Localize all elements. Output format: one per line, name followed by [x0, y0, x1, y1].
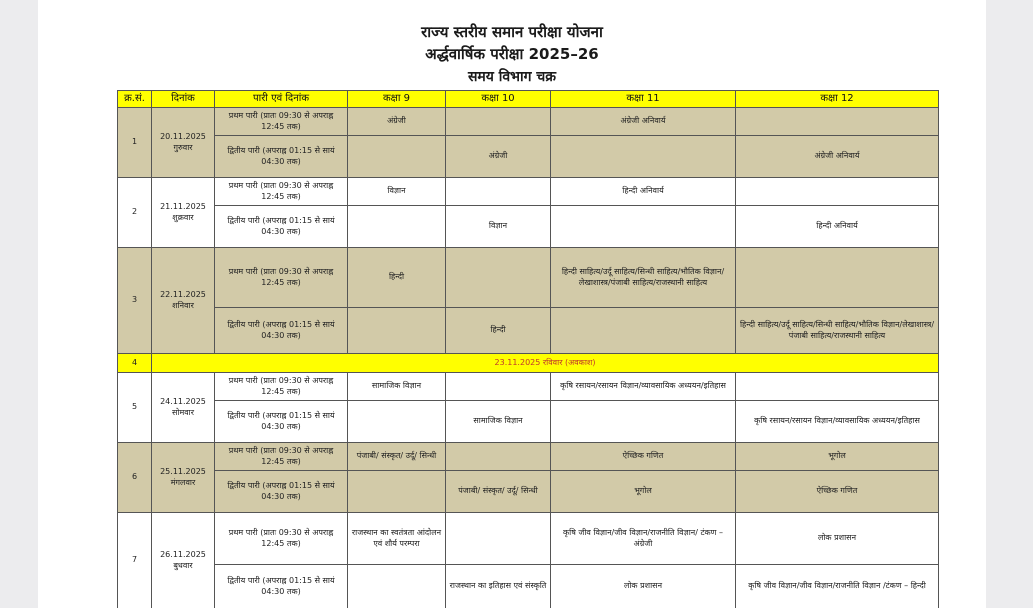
subject-cell: अंग्रेजी अनिवार्य: [551, 108, 736, 136]
shift-cell: प्रथम पारी (प्रातः 09:30 से अपराह्न 12:45 तक): [215, 248, 348, 308]
shift-cell: द्वितीय पारी (अपराह्न 01:15 से सायं 04:30 तक): [215, 471, 348, 513]
date-text: 25.11.2025: [160, 466, 206, 476]
shift-cell: प्रथम पारी (प्रातः 09:30 से अपराह्न 12:45 तक): [215, 373, 348, 401]
table-row: [118, 401, 939, 443]
date-text: 20.11.2025: [160, 131, 206, 141]
serial-cell: 6: [118, 443, 152, 513]
subject-cell: हिन्दी साहित्य/उर्दू साहित्य/सिन्धी साहित्य/भौतिक विज्ञान/लेखाशास्त्र/पंजाबी साहित्य/राजस्थानी साहित्य: [736, 308, 939, 354]
table-row: [118, 373, 939, 401]
subject-cell: [551, 401, 736, 443]
subject-cell: हिन्दी अनिवार्य: [736, 206, 939, 248]
shift-cell: प्रथम पारी (प्रातः 09:30 से अपराह्न 12:45 तक): [215, 513, 348, 565]
subject-cell: भूगोल: [551, 471, 736, 513]
subject-cell: [348, 401, 446, 443]
table-row: [118, 471, 939, 513]
subject-cell: विज्ञान: [348, 178, 446, 206]
date-cell: [152, 248, 215, 354]
serial-cell: 1: [118, 108, 152, 178]
table-row: [118, 206, 939, 248]
shift-cell: द्वितीय पारी (अपराह्न 01:15 से सायं 04:30 तक): [215, 565, 348, 608]
subject-cell: [551, 308, 736, 354]
subject-cell: लोक प्रशासन: [551, 565, 736, 608]
subject-cell: विज्ञान: [446, 206, 551, 248]
date-cell: [152, 443, 215, 513]
header-row: [118, 91, 939, 108]
weekday-text: गुरुवार: [173, 142, 193, 152]
subject-cell: हिन्दी अनिवार्य: [551, 178, 736, 206]
subject-cell: [348, 471, 446, 513]
table-row: [118, 136, 939, 178]
subject-cell: अंग्रेजी: [348, 108, 446, 136]
subject-cell: [551, 136, 736, 178]
subject-cell: [446, 108, 551, 136]
shift-cell: प्रथम पारी (प्रातः 09:30 से अपराह्न 12:45 तक): [215, 443, 348, 471]
subject-cell: कृषि रसायन/रसायन विज्ञान/व्यावसायिक अध्ययन/इतिहास: [736, 401, 939, 443]
subject-cell: राजस्थान का स्वतंत्रता आंदोलन एवं शौर्य परम्परा: [348, 513, 446, 565]
weekday-text: शनिवार: [172, 300, 194, 310]
shift-cell: द्वितीय पारी (अपराह्न 01:15 से सायं 04:30 तक): [215, 308, 348, 354]
subject-cell: लोक प्रशासन: [736, 513, 939, 565]
scheme-title: राज्य स्तरीय समान परीक्षा योजना: [421, 23, 603, 41]
table-row: [118, 108, 939, 136]
serial-cell: 7: [118, 513, 152, 608]
subject-cell: कृषि जीव विज्ञान/जीव विज्ञान/राजनीति विज्ञान/ टंकण – अंग्रेजी: [551, 513, 736, 565]
col-header-shift: पारी एवं दिनांक: [215, 91, 348, 108]
subject-cell: हिन्दी: [446, 308, 551, 354]
timetable: [117, 90, 939, 608]
date-cell: [152, 373, 215, 443]
subject-cell: [551, 206, 736, 248]
weekday-text: सोमवार: [171, 407, 195, 417]
col-header-class12: कक्षा 12: [736, 91, 939, 108]
holiday-text: 23.11.2025 रविवार (अवकाश): [152, 354, 939, 373]
subject-cell: [736, 248, 939, 308]
weekday-text: मंगलवार: [170, 477, 196, 487]
document-page: [38, 0, 986, 608]
date-text: 24.11.2025: [160, 396, 206, 406]
subject-cell: अंग्रेजी अनिवार्य: [736, 136, 939, 178]
subject-cell: भूगोल: [736, 443, 939, 471]
weekday-text: बुधवार: [173, 560, 193, 570]
subject-cell: [348, 308, 446, 354]
subject-cell: [736, 108, 939, 136]
serial-cell: 3: [118, 248, 152, 354]
subject-cell: [446, 248, 551, 308]
subject-cell: कृषि रसायन/रसायन विज्ञान/व्यावसायिक अध्ययन/इतिहास: [551, 373, 736, 401]
shift-cell: प्रथम पारी (प्रातः 09:30 से अपराह्न 12:45 तक): [215, 178, 348, 206]
subject-cell: [348, 206, 446, 248]
subject-cell: ऐच्छिक गणित: [551, 443, 736, 471]
subject-cell: [446, 513, 551, 565]
col-header-class11: कक्षा 11: [551, 91, 736, 108]
date-cell: [152, 513, 215, 608]
serial-cell: 4: [118, 354, 152, 373]
weekday-text: शुक्रवार: [172, 212, 194, 222]
date-text: 22.11.2025: [160, 289, 206, 299]
subject-cell: राजस्थान का इतिहास एवं संस्कृति: [446, 565, 551, 608]
holiday-row: [118, 354, 939, 373]
subject-cell: कृषि जीव विज्ञान/जीव विज्ञान/राजनीति विज्ञान /टंकण – हिन्दी: [736, 565, 939, 608]
date-text: 26.11.2025: [160, 549, 206, 559]
serial-cell: 2: [118, 178, 152, 248]
table-row: [118, 443, 939, 471]
shift-cell: द्वितीय पारी (अपराह्न 01:15 से सायं 04:30 तक): [215, 401, 348, 443]
col-header-class10: कक्षा 10: [446, 91, 551, 108]
subject-cell: [736, 178, 939, 206]
subject-cell: [446, 178, 551, 206]
col-header-sr: क्र.सं.: [118, 91, 152, 108]
col-header-class9: कक्षा 9: [348, 91, 446, 108]
table-row: [118, 513, 939, 565]
table-row: [118, 178, 939, 206]
shift-cell: द्वितीय पारी (अपराह्न 01:15 से सायं 04:30 तक): [215, 136, 348, 178]
subject-cell: [348, 136, 446, 178]
subject-cell: [736, 373, 939, 401]
subject-cell: हिन्दी: [348, 248, 446, 308]
shift-cell: द्वितीय पारी (अपराह्न 01:15 से सायं 04:30 तक): [215, 206, 348, 248]
table-row: [118, 565, 939, 608]
subject-cell: [348, 565, 446, 608]
subject-cell: अंग्रेजी: [446, 136, 551, 178]
table-row: [118, 308, 939, 354]
date-cell: [152, 108, 215, 178]
date-text: 21.11.2025: [160, 201, 206, 211]
subject-cell: सामाजिक विज्ञान: [446, 401, 551, 443]
subject-cell: ऐच्छिक गणित: [736, 471, 939, 513]
serial-cell: 5: [118, 373, 152, 443]
date-cell: [152, 178, 215, 248]
subject-cell: पंजाबी/ संस्कृत/ उर्दू/ सिन्धी: [446, 471, 551, 513]
subject-cell: [446, 373, 551, 401]
shift-cell: प्रथम पारी (प्रातः 09:30 से अपराह्न 12:45 तक): [215, 108, 348, 136]
subject-cell: पंजाबी/ संस्कृत/ उर्दू/ सिन्धी: [348, 443, 446, 471]
subject-cell: सामाजिक विज्ञान: [348, 373, 446, 401]
subject-cell: [446, 443, 551, 471]
timetable-title: समय विभाग चक्र: [467, 69, 557, 85]
exam-title: अर्द्धवार्षिक परीक्षा 2025–26: [425, 45, 599, 63]
col-header-date: दिनांक: [152, 91, 215, 108]
table-row: [118, 248, 939, 308]
subject-cell: हिन्दी साहित्य/उर्दू साहित्य/सिन्धी साहित्य/भौतिक विज्ञान/लेखाशास्त्र/पंजाबी साहित्य/राजस्थानी साहित्य: [551, 248, 736, 308]
